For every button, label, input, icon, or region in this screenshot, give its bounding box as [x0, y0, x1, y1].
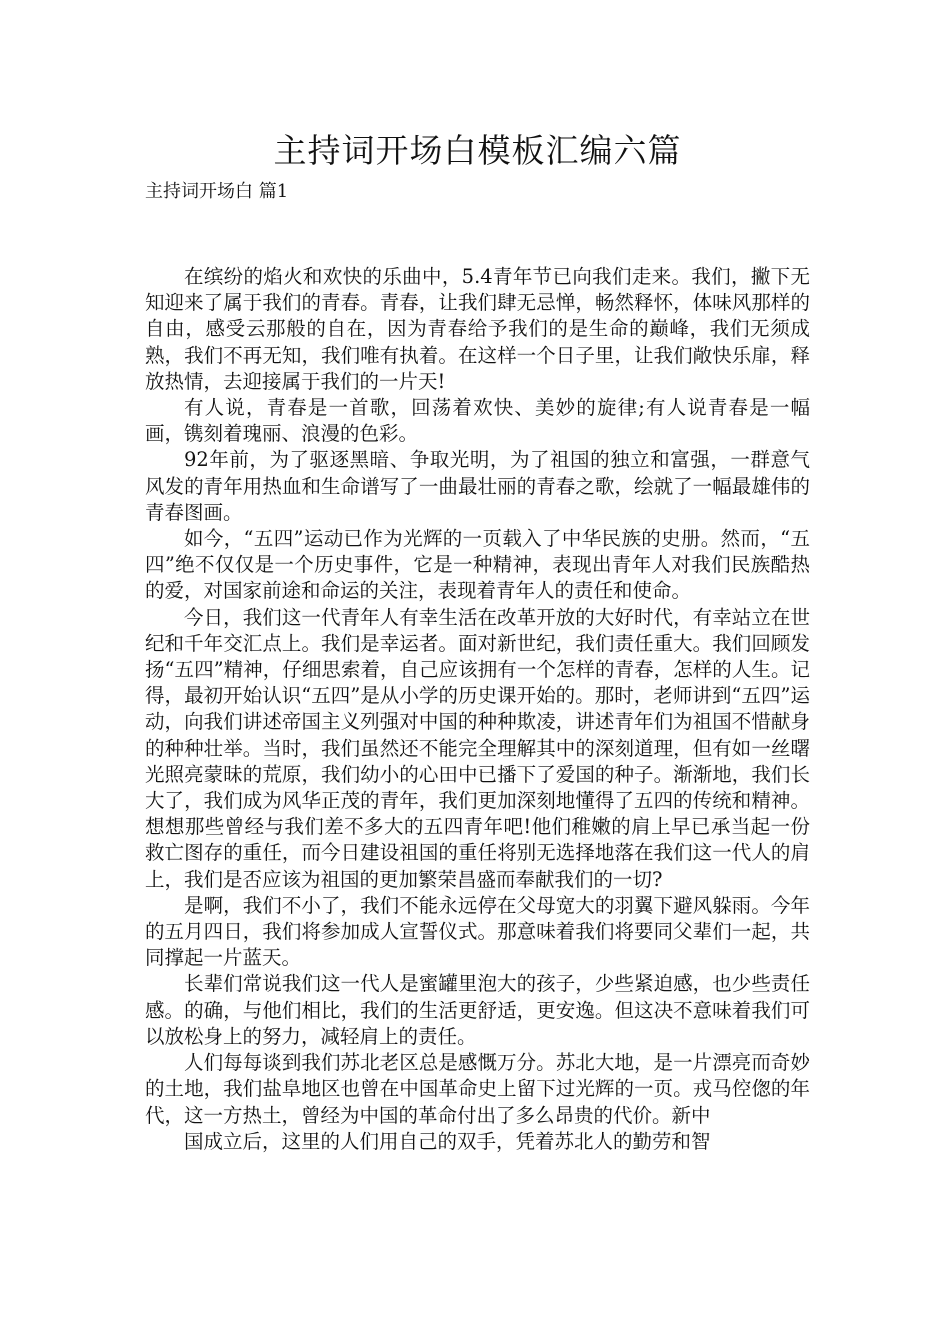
paragraph: 92年前，为了驱逐黑暗、争取光明，为了祖国的独立和富强，一群意气风发的青年用热血和生命谱写了一曲最壮丽的青春之歌，绘就了一幅最雄伟的青春图画。 — [145, 448, 810, 524]
document-title: 主持词开场白模板汇编六篇 — [273, 131, 682, 170]
paragraph: 人们每每谈到我们苏北老区总是感慨万分。苏北大地，是一片漂亮而奇妙的土地，我们盐阜地区也曾在中国革命史上留下过光辉的一页。戎马倥偬的年代，这一方热土，曾经为中国的革命付出了多么昂贵的代价。新中 — [145, 1051, 810, 1127]
document-page — [145, 128, 810, 1155]
document-body — [145, 264, 810, 1155]
paragraph: 有人说，青春是一首歌，回荡着欢快、美妙的旋律;有人说青春是一幅画，镌刻着瑰丽、浪漫的色彩。 — [145, 396, 810, 446]
paragraph: 国成立后，这里的人们用自己的双手，凭着苏北人的勤劳和智 — [184, 1129, 711, 1153]
paragraph: 如今，“五四”运动已作为光辉的一页载入了中华民族的史册。然而，“五四”绝不仅仅是一个历史事件，它是一种精神，表现出青年人对我们民族酷热的爱，对国家前途和命运的关注，表现着青年人的责任和使命。 — [145, 527, 810, 603]
paragraph: 在缤纷的焰火和欢快的乐曲中，5.4青年节已向我们走来。我们，撇下无知迎来了属于我们的青春。青春，让我们肆无忌惮，畅然释怀，体味风那样的自由，感受云那般的自在，因为青春给予我们的是生命的巅峰，我们无须成熟，我们不再无知，我们唯有执着。在这样一个日子里，让我们敞快乐扉，释放热情，去迎接属于我们的一片天! — [145, 265, 810, 393]
paragraph: 是啊，我们不小了，我们不能永远停在父母宽大的羽翼下避风躲雨。今年的五月四日，我们将参加成人宣誓仪式。那意味着我们将要同父辈们一起，共同撑起一片蓝天。 — [145, 893, 810, 970]
paragraph: 长辈们常说我们这一代人是蜜罐里泡大的孩子，少些紧迫感，也少些责任感。的确，与他们相比，我们的生活更舒适，更安逸。但这决不意味着我们可以放松身上的努力，减轻肩上的责任。 — [145, 972, 810, 1048]
document-subtitle: 主持词开场白 篇1 — [145, 181, 289, 202]
paragraph: 今日，我们这一代青年人有幸生活在改革开放的大好时代，有幸站立在世纪和千年交汇点上。我们是幸运者。面对新世纪，我们责任重大。我们回顾发扬“五四”精神，仔细思索着，自己应该拥有一个怎样的青春，怎样的人生。记得，最初开始认识“五四”是从小学的历史课开始的。那时，老师讲到“五四”运动，向我们讲述帝国主义列强对中国的种种欺凌，讲述青年们为祖国不惜献身的种种壮举。当时，我们虽然还不能完全理解其中的深刻道理，但有如一丝曙光照亮蒙昧的荒原，我们幼小的心田中已播下了爱国的种子。渐渐地，我们长大了，我们成为风华正茂的青年，我们更加深刻地懂得了五四的传统和精神。想想那些曾经与我们差不多大的五四青年吧!他们稚嫩的肩上早已承当起一份救亡图存的重任，而今日建设祖国的重任将别无选择地落在我们这一代人的肩上，我们是否应该为祖国的更加繁荣昌盛而奉献我们的一切? — [145, 605, 810, 891]
